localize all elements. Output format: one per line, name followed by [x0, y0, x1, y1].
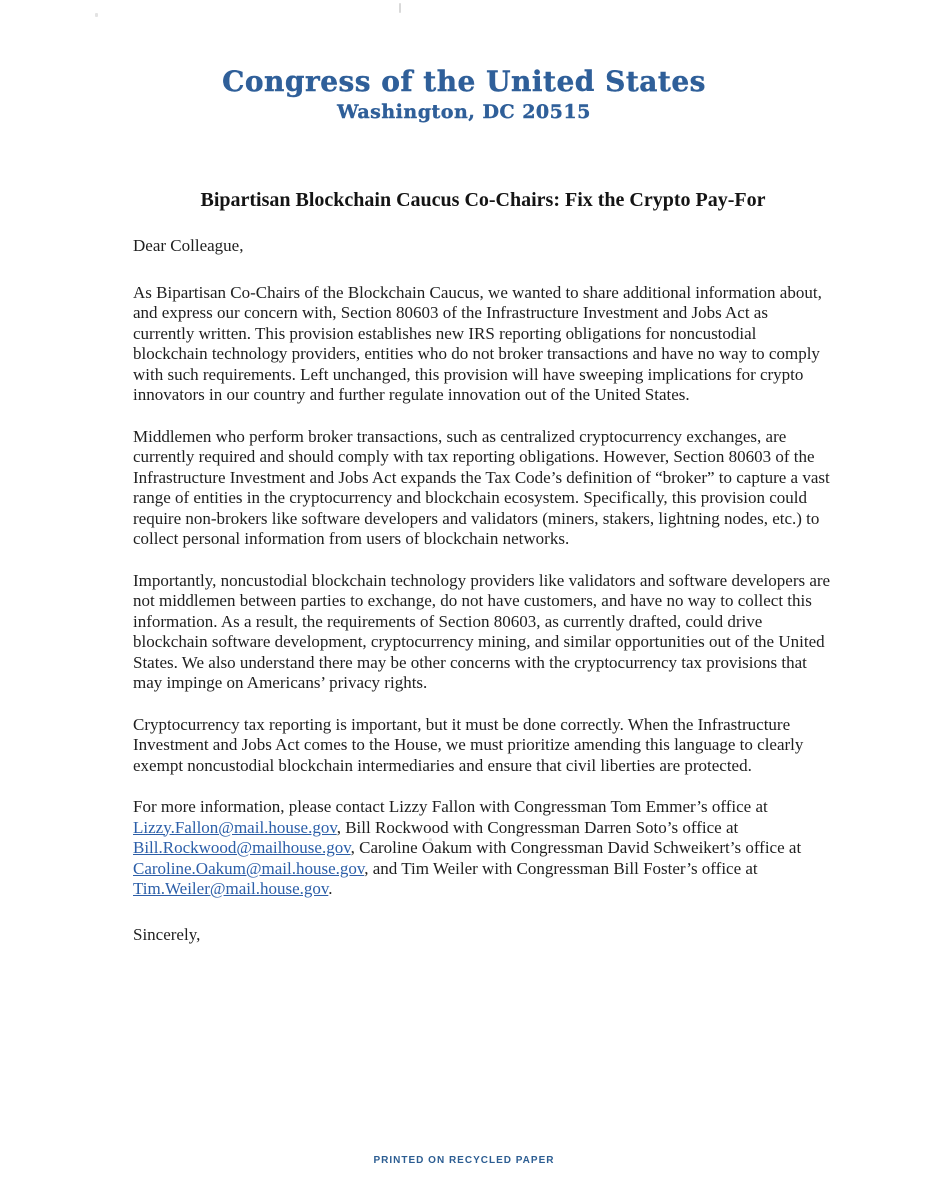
letter-title: Bipartisan Blockchain Caucus Co-Chairs: Fix the Crypto Pay-For	[200, 189, 766, 211]
email-link-bill-rockwood[interactable]: Bill.Rockwood@mailhouse.gov	[133, 838, 351, 857]
congress-letterhead	[0, 66, 928, 124]
scan-artifact	[95, 13, 98, 17]
paragraph-noncustodial: Importantly, noncustodial blockchain technology providers like validators and software developers are not middlemen between parties to exchange, do not have customers, and have no way to collect this information. As a result, the requirements of Section 80603, as currently drafted, could drive blockchain software development, cryptocurrency mining, and similar opportunities out of the United States. We also understand there may be other concerns with the cryptocurrency tax provisions that may impinge on Americans’ privacy rights.	[133, 570, 831, 692]
email-link-tim-weiler[interactable]: Tim.Weiler@mail.house.gov	[133, 879, 329, 898]
contact-text: .	[328, 879, 333, 898]
contact-text: , and Tim Weiler with Congressman Bill Foster’s office at	[364, 858, 758, 878]
paragraph-tax-reporting: Cryptocurrency tax reporting is important, but it must be done correctly. When the Infrastructure Investment and Jobs Act comes to the House, we must prioritize amending this language to clearly exempt noncustodial blockchain intermediaries and ensure that civil liberties are protected.	[133, 714, 804, 775]
letterhead-address: Washington, DC 20515	[337, 101, 591, 123]
contact-text: , Caroline Oakum with Congressman David Schweikert’s office at	[350, 838, 802, 857]
letterhead-title: Congress of the United States	[222, 65, 706, 98]
email-link-caroline-oakum[interactable]: Caroline.Oakum@mail.house.gov	[133, 858, 365, 878]
paragraph-contact	[133, 797, 833, 900]
closing: Sincerely,	[133, 924, 201, 944]
scan-artifact	[399, 3, 401, 13]
paragraph-middlemen: Middlemen who perform broker transactions, such as centralized cryptocurrency exchanges, are currently required and should comply with tax reporting obligations. However, Section 80603 of the Infrastructure Investment and Jobs Act expands the Tax Code’s definition of “broker” to capture a vast range of entities in the cryptocurrency and blockchain ecosystem. Specifically, this provision could require non-brokers like software developers and validators (miners, stakers, lightning nodes, etc.) to collect personal information from users of blockchain networks.	[133, 426, 830, 548]
recycled-paper-notice: PRINTED ON RECYCLED PAPER	[373, 1155, 555, 1166]
paragraph-concern: As Bipartisan Co-Chairs of the Blockchain Caucus, we wanted to share additional information about, and express our concern with, Section 80603 of the Infrastructure Investment and Jobs Act as currently written. This provision establishes new IRS reporting obligations for noncustodial blockchain technology providers, entities who do not broker transactions and have no way to comply with such requirements. Left unchanged, this provision will have sweeping implications for crypto innovators in our country and further regulate innovation out of the United States.	[133, 282, 822, 404]
contact-text: For more information, please contact Lizzy Fallon with Congressman Tom Emmer’s office at	[133, 797, 768, 816]
salutation: Dear Colleague,	[133, 236, 244, 255]
page-footer	[0, 1150, 928, 1168]
scan-artifact	[429, 838, 432, 841]
email-link-lizzy-fallon[interactable]: Lizzy.Fallon@mail.house.gov	[133, 817, 337, 837]
contact-text: , Bill Rockwood with Congressman Darren Soto’s office at	[336, 817, 739, 837]
letter-body	[133, 188, 833, 945]
